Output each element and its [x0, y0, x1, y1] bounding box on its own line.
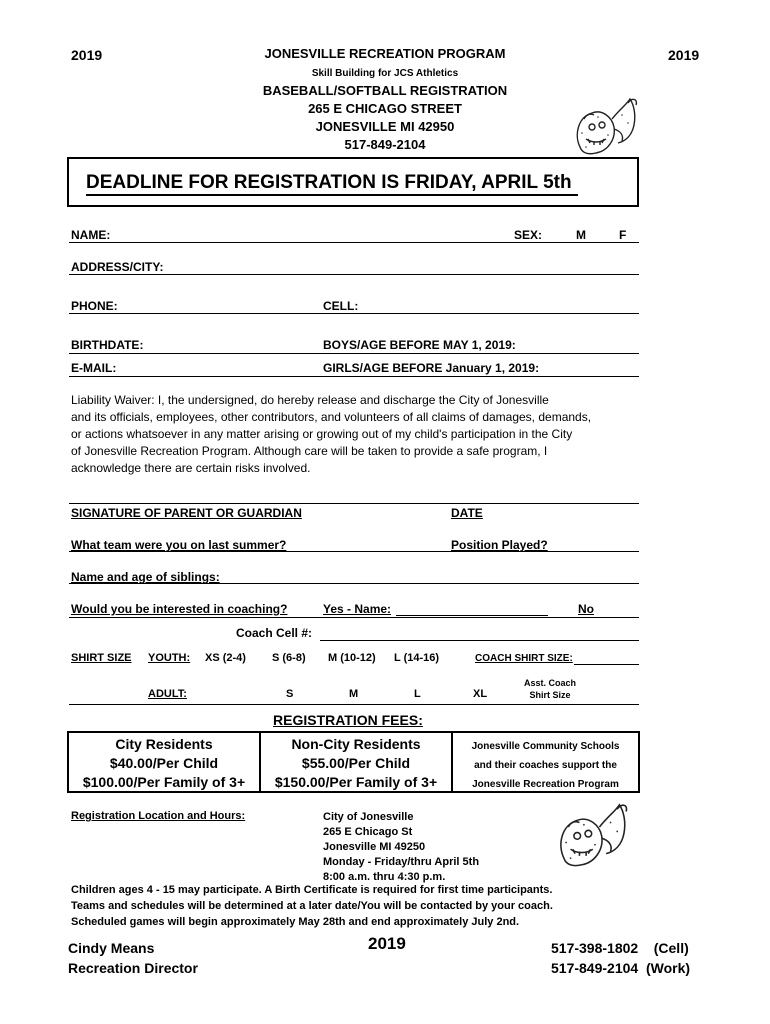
coach-no-option[interactable]: No [578, 602, 594, 616]
siblings-field-line[interactable] [69, 583, 639, 584]
waiver-line: and its officials, employees, other contributors, and volunteers of all claims of damages, demands, [71, 410, 592, 424]
sex-m-option[interactable]: M [576, 228, 586, 242]
adult-label: ADULT: [148, 688, 187, 700]
location-line: 265 E Chicago St [323, 826, 413, 838]
coach-cell-field-line[interactable] [320, 640, 639, 641]
phone-field-line[interactable] [69, 313, 639, 314]
support-line: and their coaches support the [474, 760, 617, 771]
liability-waiver [71, 392, 591, 477]
note-line: Teams and schedules will be determined at a later date/You will be contacted by your coach. [71, 900, 553, 912]
date-label: DATE [451, 506, 483, 520]
adult-size-option[interactable]: S [286, 688, 294, 700]
youth-size-option[interactable]: L (14-16) [394, 652, 440, 664]
waiver-line: of Jonesville Recreation Program. Although care will be taken to provide a safe program, I [71, 444, 548, 458]
coach-name-field-line[interactable] [396, 615, 548, 616]
location-details [323, 810, 479, 885]
bulldog-mascot-icon [572, 95, 644, 161]
adult-size-option[interactable]: M [349, 688, 359, 700]
location-line: City of Jonesville [323, 811, 414, 823]
waiver-line: acknowledge there are certain risks involved. [71, 461, 311, 475]
location-line: Jonesville MI 49250 [323, 841, 426, 853]
header-phone: 517-849-2104 [344, 137, 426, 152]
program-title: JONESVILLE RECREATION PROGRAM [264, 46, 506, 61]
address-label: ADDRESS/CITY: [71, 260, 164, 274]
non-city-residents-fees [261, 735, 451, 792]
coaching-field-line [69, 617, 639, 618]
signature-label: SIGNATURE OF PARENT OR GUARDIAN [71, 506, 302, 520]
asst-coach-shirt-label: Shirt Size [529, 690, 571, 700]
director-title: Recreation Director [68, 960, 198, 976]
support-line: Jonesville Community Schools [471, 741, 620, 752]
team-field-line[interactable] [69, 551, 639, 552]
city-family-fee: $100.00/Per Family of 3+ [82, 774, 246, 790]
coach-yes-name-label: Yes - Name: [323, 602, 392, 616]
deadline-box [67, 157, 639, 207]
director-name: Cindy Means [68, 940, 155, 956]
shirt-size-label: SHIRT SIZE [71, 652, 132, 664]
location-line: Monday - Friday/thru April 5th [323, 856, 480, 868]
siblings-label: Name and age of siblings: [71, 570, 220, 584]
girls-age-label: GIRLS/AGE BEFORE January 1, 2019: [323, 361, 540, 375]
youth-size-option[interactable]: M (10-12) [328, 652, 376, 664]
footer-year: 2019 [368, 934, 406, 953]
adult-size-option[interactable]: L [414, 688, 421, 700]
director-cell-phone: 517-398-1802 (Cell) [551, 940, 689, 956]
program-subtitle: Skill Building for JCS Athletics [311, 68, 459, 79]
fees-table [67, 731, 640, 793]
non-city-residents-label: Non-City Residents [291, 736, 421, 752]
youth-size-option[interactable]: XS (2-4) [205, 652, 246, 664]
phone-label: PHONE: [71, 299, 118, 313]
coach-shirt-field-line[interactable] [574, 664, 639, 665]
bulldog-mascot-icon [555, 800, 635, 874]
street-address: 265 E CHICAGO STREET [308, 101, 462, 116]
note-line: Scheduled games will begin approximately May 28th and end approximately July 2nd. [71, 916, 520, 928]
city-per-child-fee: $40.00/Per Child [109, 755, 219, 771]
city-residents-fees [69, 735, 259, 792]
youth-label: YOUTH: [148, 652, 191, 664]
coaching-question: Would you be interested in coaching? [71, 602, 288, 616]
sex-f-option[interactable]: F [619, 228, 627, 242]
email-label: E-MAIL: [71, 361, 117, 375]
name-field-line[interactable] [69, 242, 639, 243]
adult-size-option[interactable]: XL [473, 688, 488, 700]
position-played-label: Position Played? [451, 538, 548, 552]
location-line: 8:00 a.m. thru 4:30 p.m. [323, 871, 446, 883]
fees-title: REGISTRATION FEES: [273, 712, 423, 728]
year-right: 2019 [668, 47, 700, 63]
address-field-line[interactable] [69, 274, 639, 275]
signature-field-line[interactable] [69, 503, 639, 504]
support-line: Jonesville Recreation Program [472, 779, 619, 790]
city-address: JONESVILLE MI 42950 [315, 119, 455, 134]
name-label: NAME: [71, 228, 111, 242]
coach-shirt-size-label: COACH SHIRT SIZE: [475, 653, 573, 664]
sex-label: SEX: [514, 228, 543, 242]
email-field-line[interactable] [69, 376, 639, 377]
team-last-summer-label: What team were you on last summer? [71, 538, 287, 552]
year-left: 2019 [71, 47, 103, 63]
youth-size-option[interactable]: S (6-8) [272, 652, 306, 664]
waiver-line: Liability Waiver: I, the undersigned, do hereby release and discharge the City of Jonesville [71, 393, 549, 407]
schools-support-note [453, 737, 638, 794]
birthdate-field-line[interactable] [69, 353, 639, 354]
coach-cell-label: Coach Cell #: [236, 626, 313, 640]
non-city-per-child-fee: $55.00/Per Child [301, 755, 411, 771]
director-work-phone: 517-849-2104 (Work) [551, 960, 691, 976]
boys-age-label: BOYS/AGE BEFORE MAY 1, 2019: [323, 338, 516, 352]
location-label: Registration Location and Hours: [71, 810, 246, 822]
note-line: Children ages 4 - 15 may participate. A Birth Certificate is required for first time participants. [71, 884, 553, 896]
waiver-line: or actions whatsoever in any matter arising or growing out of my child's participation in the City [71, 427, 573, 441]
birthdate-label: BIRTHDATE: [71, 338, 144, 352]
adult-shirt-field-line [69, 704, 639, 705]
city-residents-label: City Residents [115, 736, 213, 752]
registration-title: BASEBALL/SOFTBALL REGISTRATION [262, 83, 508, 98]
asst-coach-label: Asst. Coach [523, 678, 576, 688]
cell-label: CELL: [323, 299, 359, 313]
deadline-text: DEADLINE FOR REGISTRATION IS FRIDAY, APRIL 5th [86, 172, 578, 196]
participation-notes [71, 882, 553, 930]
non-city-family-fee: $150.00/Per Family of 3+ [274, 774, 438, 790]
